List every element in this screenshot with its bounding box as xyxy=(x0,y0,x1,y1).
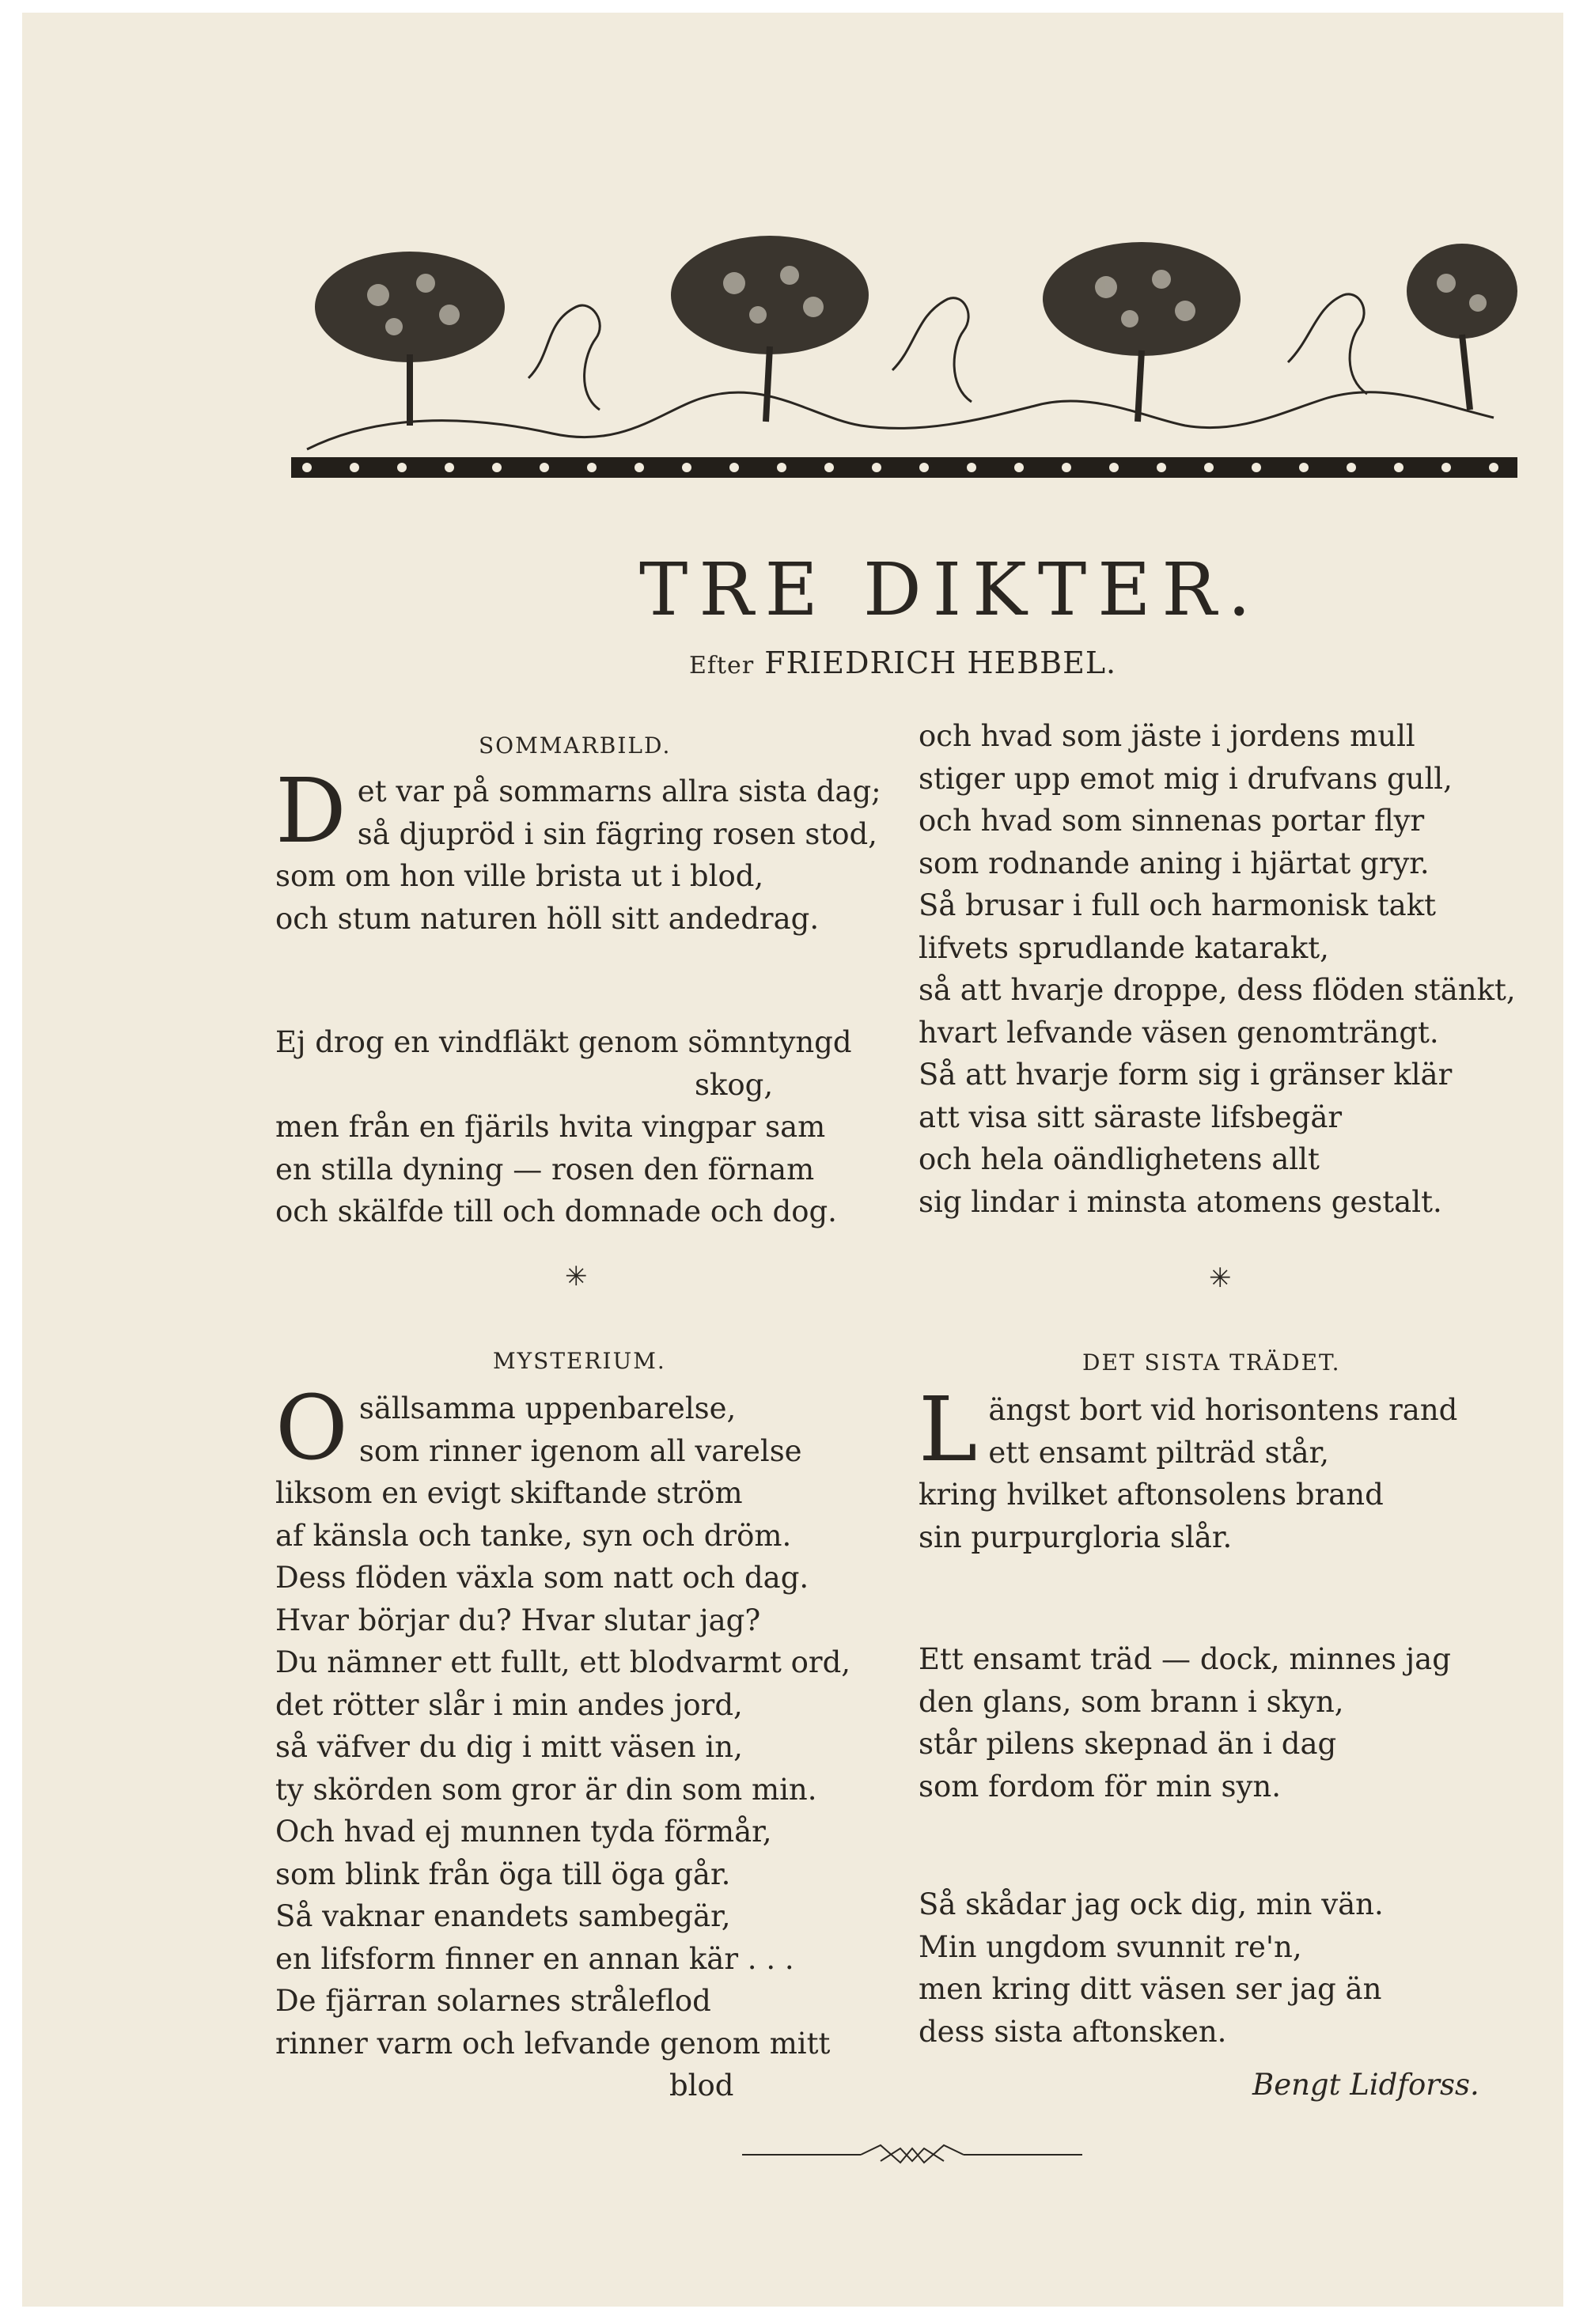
poem-line: så väfver du dig i mitt väsen in, xyxy=(275,1730,743,1764)
poem-line: blod xyxy=(669,2069,734,2103)
mysterium-continuation xyxy=(919,715,1516,1223)
subtitle-prefix: Efter xyxy=(689,652,755,679)
page-title: TRE DIKTER. xyxy=(639,547,1262,632)
poem-line: som rodnande aning i hjärtat gryr. xyxy=(919,846,1430,880)
poem-line: som blink från öga till öga går. xyxy=(275,1857,731,1891)
poem-line: men kring ditt väsen ser jag än xyxy=(919,1972,1382,2006)
drop-cap-o: O xyxy=(275,1377,348,1480)
poem-line: och stum naturen höll sitt andedrag. xyxy=(275,901,820,936)
poem-line: ett ensamt pilträd står, xyxy=(988,1435,1329,1470)
poem-line: som fordom för min syn. xyxy=(919,1769,1281,1804)
poem-line: hvart lefvande väsen genomträngt. xyxy=(919,1015,1439,1050)
poem-line: liksom en evigt skiftande ström xyxy=(275,1476,743,1510)
poem-line: och hvad som sinnenas portar flyr xyxy=(919,804,1425,838)
magazine-page xyxy=(22,13,1563,2307)
subtitle-author: FRIEDRICH HEBBEL. xyxy=(764,645,1117,680)
poem-line: Och hvad ej munnen tyda förmår, xyxy=(275,1815,772,1849)
poem-line: sig lindar i minsta atomens gestalt. xyxy=(919,1184,1442,1219)
poem-line: så djupröd i sin fägring rosen stod, xyxy=(357,816,877,851)
tradet-stanza-3 xyxy=(919,1883,1384,2053)
mysterium-text xyxy=(275,1377,851,2107)
poem-line: ängst bort vid horisontens rand xyxy=(988,1393,1458,1427)
poem-line: och hela oändlighetens allt xyxy=(919,1142,1320,1176)
poem-heading-sommarbild: SOMMARBILD. xyxy=(479,732,672,759)
poem-line: att visa sitt säraste lifsbegär xyxy=(919,1100,1343,1134)
poem-line: stiger upp emot mig i drufvans gull, xyxy=(919,761,1453,796)
tradet-stanza-1 xyxy=(919,1379,1458,1558)
poem-line: Dess flöden växla som natt och dag. xyxy=(275,1561,809,1595)
poem-line: lifvets sprudlande katarakt, xyxy=(919,930,1329,965)
poem-line: som rinner igenom all varelse xyxy=(358,1433,802,1468)
drop-cap-d: D xyxy=(275,760,347,863)
poem-line: den glans, som brann i skyn, xyxy=(919,1684,1344,1719)
poem-line: och skälfde till och domnade och dog. xyxy=(275,1194,837,1228)
poem-line: det rötter slår i min andes jord, xyxy=(275,1687,743,1722)
poem-line: sällsamma uppenbarelse, xyxy=(358,1391,737,1425)
poem-line: skog, xyxy=(695,1067,774,1102)
poem-line: Så brusar i full och harmonisk takt xyxy=(919,888,1436,922)
poem-line: af känsla och tanke, syn och dröm. xyxy=(275,1518,792,1553)
poem-line: Min ungdom svunnit re'n, xyxy=(919,1929,1302,1964)
poem-line: ty skörden som gror är din som min. xyxy=(275,1772,817,1807)
poem-line: Så att hvarje form sig i gränser klär xyxy=(919,1058,1453,1092)
poem-line: rinner varm och lefvande genom mitt xyxy=(275,2026,831,2061)
sommarbild-stanza-1 xyxy=(275,760,881,940)
ornamental-rule xyxy=(742,2139,1082,2171)
poem-line: en lifsform finner en annan kär . . . xyxy=(275,1941,794,1976)
tradet-stanza-2 xyxy=(919,1638,1451,1807)
author-signature: Bengt Lidforss. xyxy=(1252,2068,1479,2102)
poem-line: som om hon ville brista ut i blod, xyxy=(275,859,764,893)
poem-heading-mysterium: MYSTERIUM. xyxy=(493,1348,666,1374)
poem-line: men från en fjärils hvita vingpar sam xyxy=(275,1110,826,1144)
poem-line: en stilla dyning — rosen den förnam xyxy=(275,1152,815,1187)
drop-cap-l: L xyxy=(919,1379,978,1482)
poem-line: Du nämner ett fullt, ett blodvarmt ord, xyxy=(275,1645,851,1679)
floral-banner-illustration xyxy=(291,220,1517,481)
poem-line: Ej drog en vindfläkt genom sömntyngd xyxy=(275,1025,852,1059)
poem-line: Hvar börjar du? Hvar slutar jag? xyxy=(275,1603,761,1637)
poem-heading-det-sista-tradet: DET SISTA TRÄDET. xyxy=(1082,1349,1341,1376)
poem-line: et var på sommarns allra sista dag; xyxy=(357,774,881,808)
poem-line: står pilens skepnad än i dag xyxy=(919,1727,1337,1761)
star-separator-left: ✳ xyxy=(565,1261,588,1293)
subtitle xyxy=(689,645,1116,680)
poem-line: Så vaknar enandets sambegär, xyxy=(275,1899,731,1933)
poem-line: och hvad som jäste i jordens mull xyxy=(919,719,1415,753)
poem-line: kring hvilket aftonsolens brand xyxy=(919,1478,1384,1512)
poem-line: sin purpurgloria slår. xyxy=(919,1520,1233,1554)
poem-line: De fjärran solarnes stråleflod xyxy=(275,1984,711,2018)
poem-line: Så skådar jag ock dig, min vän. xyxy=(919,1887,1384,1921)
sommarbild-stanza-2 xyxy=(275,1021,852,1233)
poem-line: Ett ensamt träd — dock, minnes jag xyxy=(919,1642,1451,1676)
poem-line: dess sista aftonsken. xyxy=(919,2014,1227,2049)
poem-line: så att hvarje droppe, dess flöden stänkt, xyxy=(919,973,1516,1007)
star-separator-right: ✳ xyxy=(1209,1262,1232,1294)
